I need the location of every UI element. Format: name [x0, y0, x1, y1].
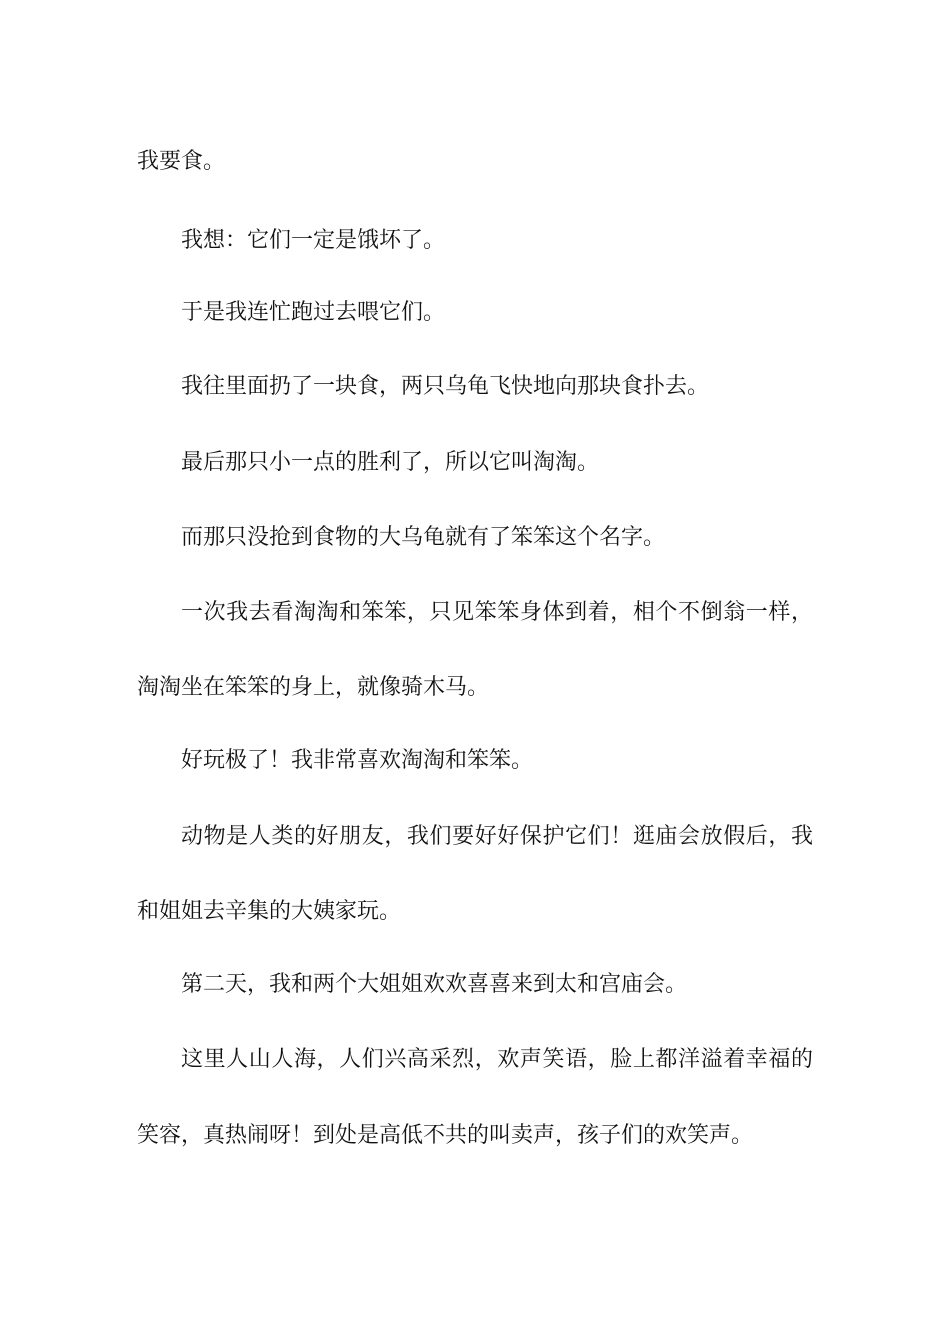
text-line: 这里人山人海，人们兴高采烈，欢声笑语，脸上都洋溢着幸福的 [181, 1047, 813, 1072]
text-line: 我想：它们一定是饿坏了。 [181, 228, 446, 253]
text-line: 我往里面扔了一块食，两只乌龟飞快地向那块食扑去。 [181, 374, 710, 399]
text-line: 第二天，我和两个大姐姐欢欢喜喜来到太和宫庙会。 [181, 972, 688, 997]
text-line: 笑容，真热闹呀！到处是高低不共的叫卖声，孩子们的欢笑声。 [137, 1123, 754, 1148]
text-line: 于是我连忙跑过去喂它们。 [181, 300, 446, 325]
text-line: 而那只没抢到食物的大乌龟就有了笨笨这个名字。 [181, 525, 666, 550]
text-line: 最后那只小一点的胜利了，所以它叫淘淘。 [181, 450, 600, 475]
text-line: 一次我去看淘淘和笨笨，只见笨笨身体到着，相个不倒翁一样， [181, 600, 813, 625]
text-line: 淘淘坐在笨笨的身上，就像骑木马。 [137, 675, 490, 700]
text-line: 好玩极了！我非常喜欢淘淘和笨笨。 [181, 748, 534, 773]
text-line: 和姐姐去辛集的大姨家玩。 [137, 899, 402, 924]
text-line: 动物是人类的好朋友，我们要好好保护它们！逛庙会放假后，我 [181, 824, 813, 849]
text-line: 我要食。 [137, 149, 226, 174]
